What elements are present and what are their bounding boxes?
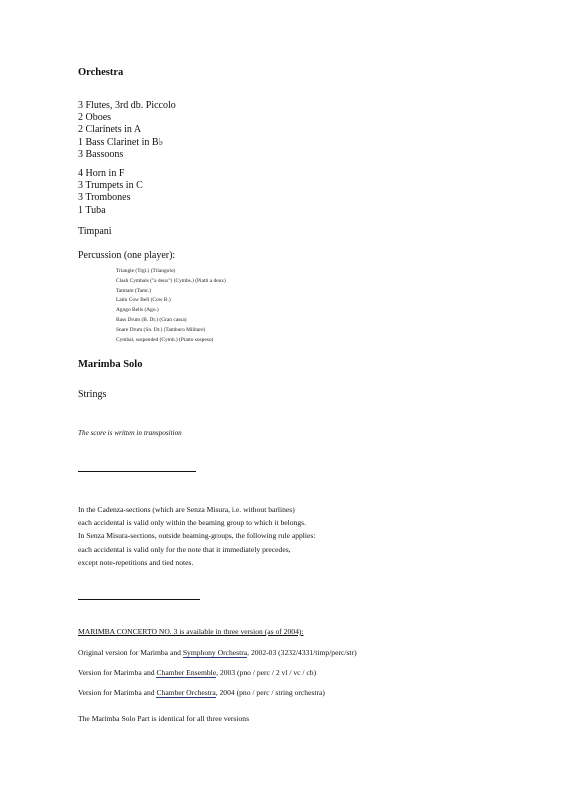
version-ensemble-name: Chamber Orchestra	[156, 688, 216, 697]
list-item: 3 Bassoons	[78, 148, 124, 160]
marimba-heading: Marimba Solo	[78, 359, 143, 370]
list-item: Cymbal, suspended (Cymb.) (Piatto sospeso)	[116, 336, 214, 343]
version-line-chamber-ensemble	[78, 668, 316, 677]
paragraph-line: each accidental is valid only within the beaming group to which it belongs.	[78, 518, 306, 528]
list-item: 2 Clarinets in A	[78, 124, 142, 136]
list-item: Tamtam (Tamt.)	[116, 287, 151, 294]
list-item: 1 Tuba	[78, 204, 106, 216]
percussion-heading: Percussion (one player):	[78, 250, 176, 261]
list-item: Snare Drum (Sn. Dr.) (Tamburo Militare)	[116, 326, 206, 333]
accidentals-paragraph	[78, 503, 315, 569]
percussion-list	[116, 267, 226, 345]
solo-part-note: The Marimba Solo Part is identical for all three versions	[78, 714, 250, 723]
list-item: Clash Cymbals ("a deux") (Cymbs.) (Piatti a deux)	[116, 277, 226, 284]
strings-label: Strings	[78, 389, 107, 400]
list-item: 3 Trombones	[78, 192, 131, 204]
version-line-chamber-orchestra	[78, 688, 325, 697]
list-item: Latin Cow Bell (Cow B.)	[116, 297, 171, 304]
paragraph-line: except note-repetitions and tied notes.	[78, 557, 194, 567]
list-item: 3 Trumpets in C	[78, 180, 143, 192]
list-item: Triangle (Trgl.) (Triangolo)	[116, 268, 176, 274]
brass-list	[78, 168, 143, 217]
section-divider	[78, 599, 200, 600]
version-line-original	[78, 648, 357, 657]
orchestra-heading: Orchestra	[78, 67, 124, 78]
version-prefix: Original version for Marimba and	[78, 648, 183, 657]
version-prefix: Version for Marimba and	[78, 668, 157, 677]
paragraph-line: In Senza Misura-sections, outside beaming-groups, the following rule applies:	[78, 531, 316, 541]
list-item: Agogo Bells (Ago.)	[116, 307, 159, 314]
transposition-note: The score is written in transposition	[78, 429, 182, 437]
version-details: , 2002-03 (3232/4331/timp/perc/str)	[247, 648, 357, 657]
version-details: , 2003 (pno / perc / 2 vl / vc / cb)	[216, 668, 317, 677]
version-details: , 2004 (pno / perc / string orchestra)	[215, 688, 325, 697]
version-ensemble-name: Chamber Ensemble	[156, 668, 217, 677]
section-divider	[78, 471, 196, 472]
woodwinds-list	[78, 100, 176, 161]
paragraph-line: In the Cadenza-sections (which are Senza Misura, i.e. without barlines)	[78, 505, 295, 514]
list-item: 2 Oboes	[78, 112, 112, 124]
paragraph-line: each accidental is valid only for the note that it immediately precedes,	[78, 544, 291, 554]
list-item: 3 Flutes, 3rd db. Piccolo	[78, 100, 176, 111]
version-prefix: Version for Marimba and	[78, 688, 157, 697]
list-item: 4 Horn in F	[78, 168, 125, 179]
list-item: Bass Drum (B. Dr.) (Gran cassa)	[116, 316, 187, 323]
versions-heading: MARIMBA CONCERTO NO. 3 is available in three version (as of 2004):	[78, 627, 304, 636]
list-item: 1 Bass Clarinet in B♭	[78, 136, 164, 148]
timpani-label: Timpani	[78, 226, 112, 237]
version-ensemble-name: Symphony Orchestra	[182, 648, 248, 657]
